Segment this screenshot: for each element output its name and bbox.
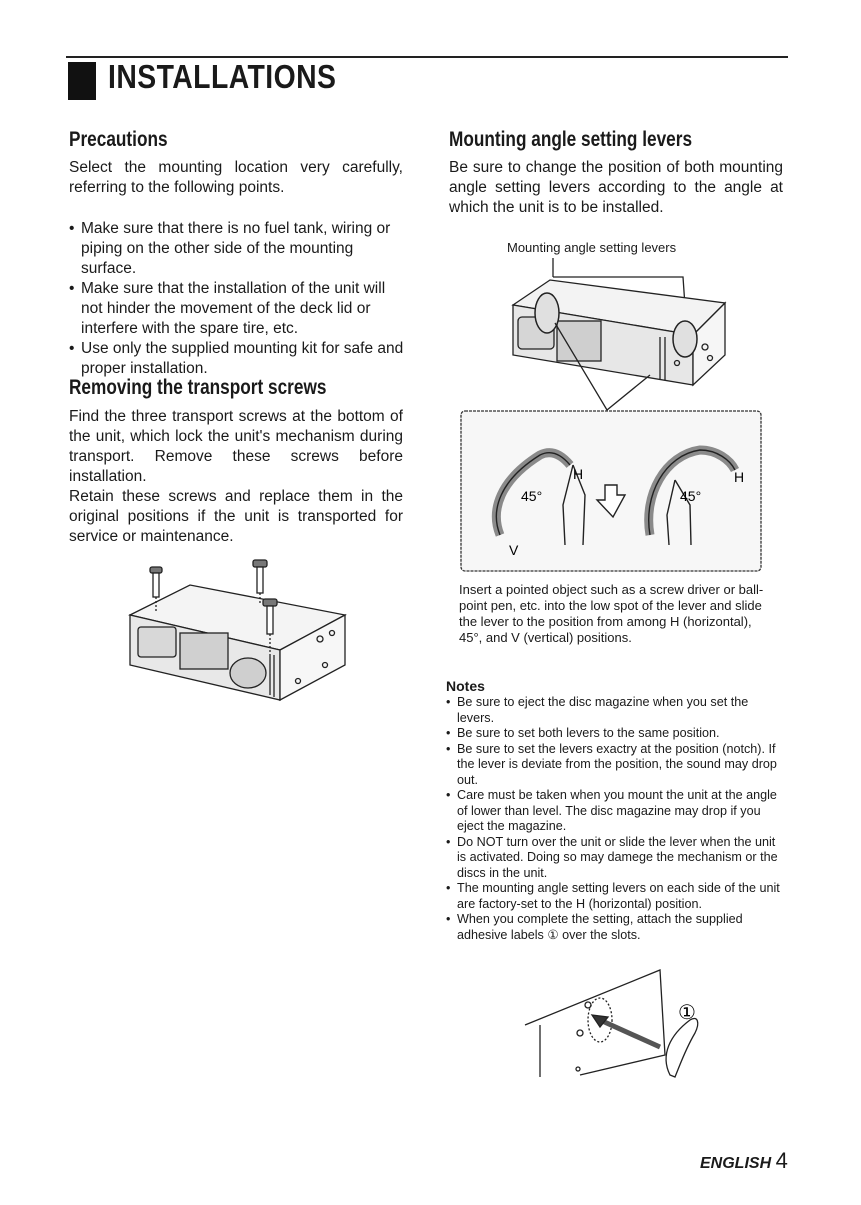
figure-caption: Insert a pointed object such as a screw driver or ball-point pen, etc. into the low spot of the lever and slide the lever to the position from among H (horizontal), 45°, and V (vertical) positions. <box>459 582 764 645</box>
list-item: • Make sure that there is no fuel tank, wiring or piping on the other side of the mounting surface. <box>69 219 404 279</box>
transport-heading: Removing the transport screws <box>69 376 327 399</box>
list-item: • Be sure to set the levers exactry at the position (notch). If the lever is deviate from the position, the sound may drop out. <box>446 742 782 789</box>
precautions-list <box>69 219 404 379</box>
mounting-levers-illustration <box>455 255 767 575</box>
label-mark: ① <box>678 1002 696 1024</box>
figure-label: Mounting angle setting levers <box>507 240 677 255</box>
list-item: • The mounting angle setting levers on each side of the unit are factory-set to the H (horizontal) position. <box>446 881 782 912</box>
list-item: • Be sure to set both levers to the same position. <box>446 726 782 742</box>
notes-list <box>446 695 782 943</box>
header-block <box>68 62 96 100</box>
h-label-left: H <box>573 466 584 482</box>
list-item: • When you complete the setting, attach the supplied adhesive labels ① over the slots. <box>446 912 782 943</box>
precautions-heading: Precautions <box>69 128 168 151</box>
list-item: • Make sure that the installation of the unit will not hinder the movement of the deck lid or interfere with the spare tire, etc. <box>69 279 404 339</box>
page-number: 4 <box>775 1148 788 1173</box>
h-label-right: H <box>734 469 745 485</box>
list-item: • Use only the supplied mounting kit for safe and proper installation. <box>69 339 404 379</box>
footer <box>700 1148 788 1174</box>
list-item: • Care must be taken when you mount the unit at the angle of lower than level. The disc magazine may drop if you eject the magazine. <box>446 788 782 835</box>
transport-para-2: Retain these screws and replace them in the original positions if the unit is transported for service or maintenance. <box>69 488 403 545</box>
page-title: INSTALLATIONS <box>108 58 337 95</box>
footer-language: ENGLISH <box>700 1155 772 1172</box>
transport-para-1: Find the three transport screws at the bottom of the unit, which lock the unit's mechanism during transport. Remove these screws before installation. <box>69 408 403 485</box>
list-item: • Be sure to eject the disc magazine when you set the levers. <box>446 695 782 726</box>
screw-icon <box>253 560 267 603</box>
list-item: • Do NOT turn over the unit or slide the lever when the unit is activated. Doing so may damege the mechanism or the discs in the unit. <box>446 835 782 882</box>
mounting-heading: Mounting angle setting levers <box>449 128 693 151</box>
transport-screws-illustration <box>120 555 360 715</box>
v-label: V <box>509 542 519 558</box>
mounting-intro: Be sure to change the position of both mounting angle setting levers according to the angle at which the unit is to be installed. <box>449 159 783 216</box>
angle-label-right: 45° <box>680 488 702 504</box>
adhesive-label-illustration <box>520 965 720 1085</box>
precautions-intro: Select the mounting location very carefully, referring to the following points. <box>69 159 403 196</box>
angle-label-left: 45° <box>521 488 543 504</box>
notes-title: Notes <box>446 678 485 694</box>
